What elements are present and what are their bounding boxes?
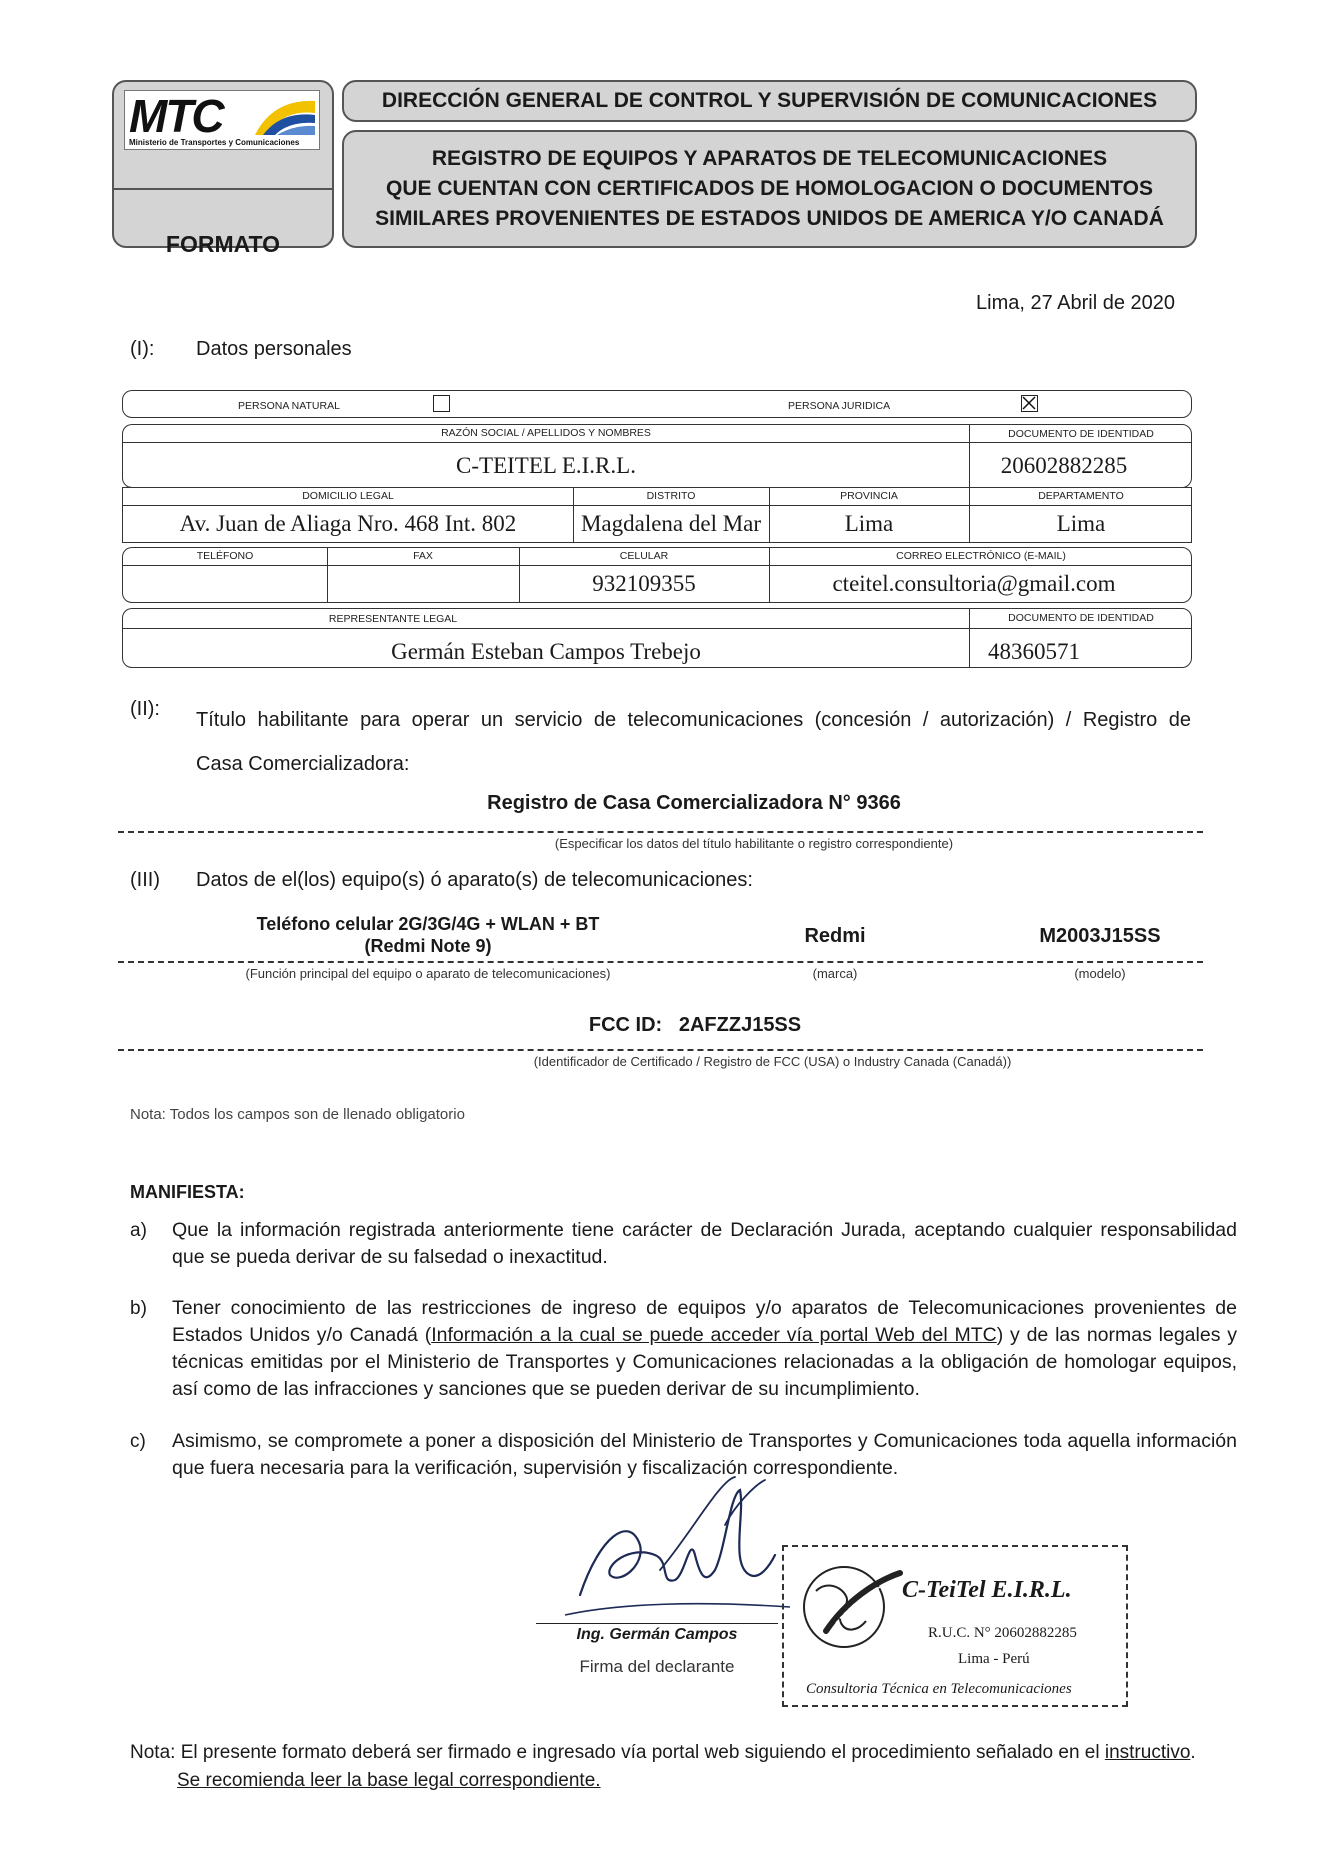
distrito-value: Magdalena del Mar (580, 511, 762, 536)
equipo-funcion-line2: (Redmi Note 9) (364, 936, 492, 956)
celular-label: CELULAR (619, 550, 669, 562)
dashed-line (118, 831, 1203, 833)
marca-caption: (marca) (812, 966, 858, 981)
row-divider (123, 628, 1191, 629)
stamp-company-name: C-TeiTel E.I.R.L. (902, 1577, 1072, 1603)
stamp-ruc: R.U.C. N° 20602882285 (928, 1625, 1077, 1641)
item-c-letter: c) (130, 1431, 146, 1452)
equipo-marca: Redmi (804, 925, 866, 947)
celular-value: 932109355 (592, 571, 696, 596)
formato-label: FORMATO (165, 230, 281, 257)
dashed-line (118, 961, 1203, 963)
globe-logo-icon (796, 1561, 906, 1651)
equipo-funcion-line1: Teléfono celular 2G/3G/4G + WLAN + BT (256, 914, 600, 934)
row-divider (123, 565, 1191, 566)
doc-identidad-value: 20602882285 (1000, 453, 1128, 478)
mtc-logo (124, 90, 320, 150)
domicilio-value: Av. Juan de Aliaga Nro. 468 Int. 802 (179, 511, 517, 536)
representante-table (122, 608, 1192, 668)
date: Lima, 27 Abril de 2020 (976, 292, 1176, 314)
form-title-line2: QUE CUENTAN CON CERTIFICADOS DE HOMOLOGACION O DOCUMENTOS (386, 177, 1153, 200)
titulo-habilitante-value: Registro de Casa Comercializadora N° 9366 (487, 792, 901, 814)
logo-text: MTC (129, 90, 223, 142)
section2-text (196, 698, 1191, 786)
item-a-text: Que la información registrada anteriormente tiene carácter de Declaración Jurada, aceptando cualquier responsabilidad que se pueda derivar de su falsedad o inexactitud. (172, 1219, 1237, 1268)
agency-title: DIRECCIÓN GENERAL DE CONTROL Y SUPERVISIÓN DE COMUNICACIONES (381, 89, 1158, 112)
row-divider (123, 505, 1191, 506)
fcc-caption: (Identificador de Certificado / Registro de FCC (USA) o Industry Canada (Canadá)) (533, 1054, 1012, 1069)
persona-type-row (122, 390, 1192, 418)
footer-prefix: Nota: El presente formato deberá ser firmado e ingresado vía portal web siguiendo el procedimiento señalado en el (130, 1742, 1105, 1763)
logo-subtitle: Ministerio de Transportes y Comunicaciones (129, 138, 300, 147)
domicilio-label: DOMICILIO LEGAL (302, 490, 394, 502)
logo-box (112, 80, 334, 257)
base-legal-link[interactable]: Se recomienda leer la base legal correspondiente. (177, 1770, 601, 1791)
persona-natural-checkbox[interactable] (433, 395, 450, 412)
form-title-line1: REGISTRO DE EQUIPOS Y APARATOS DE TELECOMUNICACIONES (431, 147, 1108, 170)
section3-title: Datos de el(los) equipo(s) ó aparato(s) de telecomunicaciones: (196, 869, 753, 891)
logo-swoosh-icon (253, 95, 317, 139)
fcc-id-value: FCC ID: 2AFZZJ15SS (588, 1014, 802, 1036)
persona-juridica-checkbox[interactable] (1021, 395, 1038, 412)
section1-number: (I): (130, 338, 155, 360)
equipo-funcion (218, 913, 638, 957)
row-divider (123, 442, 1191, 443)
rep-doc-label: DOCUMENTO DE IDENTIDAD (1008, 612, 1154, 624)
rep-doc-value: 48360571 (988, 639, 1080, 664)
persona-juridica-label: PERSONA JURIDICA (788, 400, 891, 412)
departamento-label: DEPARTAMENTO (1038, 490, 1124, 502)
signature-line (536, 1623, 778, 1624)
company-stamp (782, 1545, 1128, 1707)
section2-text-line1: Título habilitante para operar un servicio de telecomunicaciones (concesión / autorización) / Registro de (196, 709, 1191, 731)
item-c-text: Asimismo, se compromete a poner a disposición del Ministerio de Transportes y Comunicaciones toda aquella información que fuera necesaria para la verificación, supervisión y fiscalización correspondiente. (172, 1430, 1237, 1479)
form-title-box (342, 130, 1197, 248)
agency-title-box (342, 80, 1197, 122)
contacto-table (122, 547, 1192, 603)
item-b-text (172, 1295, 1237, 1403)
modelo-caption: (modelo) (1074, 966, 1126, 981)
section1-title: Datos personales (196, 338, 352, 360)
item-b-text-after: ) y de las normas legales y técnicas emitidas por el Ministerio de Transportes y Comunicaciones relacionadas a la obligación de homologar equipos, así como de las infracciones y sanciones que se pueden derivar de su incumplimiento. (172, 1324, 1237, 1400)
correo-label: CORREO ELECTRÓNICO (E-MAIL) (896, 550, 1066, 562)
section2-text-line2: Casa Comercializadora: (196, 753, 410, 775)
nota-obligatorio: Nota: Todos los campos son de llenado obligatorio (130, 1106, 465, 1123)
titulo-habilitante-caption: (Especificar los datos del título habilitante o registro correspondiente) (554, 836, 954, 851)
item-b-letter: b) (130, 1298, 147, 1319)
correo-value: cteitel.consultoria@gmail.com (832, 571, 1116, 596)
footer-note (130, 1742, 1196, 1764)
instructivo-link[interactable]: instructivo (1104, 1742, 1191, 1763)
manifiesta-title: MANIFIESTA: (130, 1182, 245, 1202)
mtc-portal-link[interactable]: Información a la cual se puede acceder vía portal Web del MTC (431, 1324, 997, 1346)
item-a-letter: a) (130, 1220, 147, 1241)
representante-label: REPRESENTANTE LEGAL (328, 613, 458, 625)
item-b-text-before: Tener conocimiento de las restricciones de ingreso de equipos y/o aparatos de Telecomunicaciones provenientes de Estados Unidos y/o Canadá ( (172, 1297, 1237, 1346)
razon-social-value: C-TEITEL E.I.R.L. (456, 453, 636, 478)
funcion-caption: (Función principal del equipo o aparato de telecomunicaciones) (245, 966, 611, 981)
equipo-modelo: M2003J15SS (1039, 925, 1161, 947)
section2-number: (II): (130, 698, 160, 720)
provincia-label: PROVINCIA (840, 490, 898, 502)
representante-value: Germán Esteban Campos Trebejo (391, 639, 701, 664)
departamento-value: Lima (1056, 511, 1106, 536)
domicilio-table (122, 487, 1192, 543)
checkbox-x-icon (1022, 396, 1036, 410)
dashed-line (118, 1049, 1203, 1051)
distrito-label: DISTRITO (646, 490, 696, 502)
footer-suffix: . (1190, 1742, 1196, 1763)
doc-identidad-label: DOCUMENTO DE IDENTIDAD (1008, 428, 1154, 440)
telefono-label: TELÉFONO (196, 550, 254, 562)
razon-social-label: RAZÓN SOCIAL / APELLIDOS Y NOMBRES (441, 427, 651, 439)
persona-natural-label: PERSONA NATURAL (238, 400, 340, 412)
razon-social-table (122, 424, 1192, 488)
signer-name: Ing. Germán Campos (576, 1626, 738, 1643)
fax-label: FAX (413, 550, 433, 562)
section3-number: (III) (130, 869, 160, 891)
stamp-city: Lima - Perú (958, 1651, 1030, 1667)
form-title-line3: SIMILARES PROVENIENTES DE ESTADOS UNIDOS DE AMERICA Y/O CANADÁ (375, 207, 1164, 230)
provincia-value: Lima (844, 511, 894, 536)
handwritten-signature (560, 1475, 800, 1625)
stamp-tagline: Consultoria Técnica en Telecomunicaciones (806, 1681, 1072, 1697)
signature-caption: Firma del declarante (579, 1657, 735, 1676)
